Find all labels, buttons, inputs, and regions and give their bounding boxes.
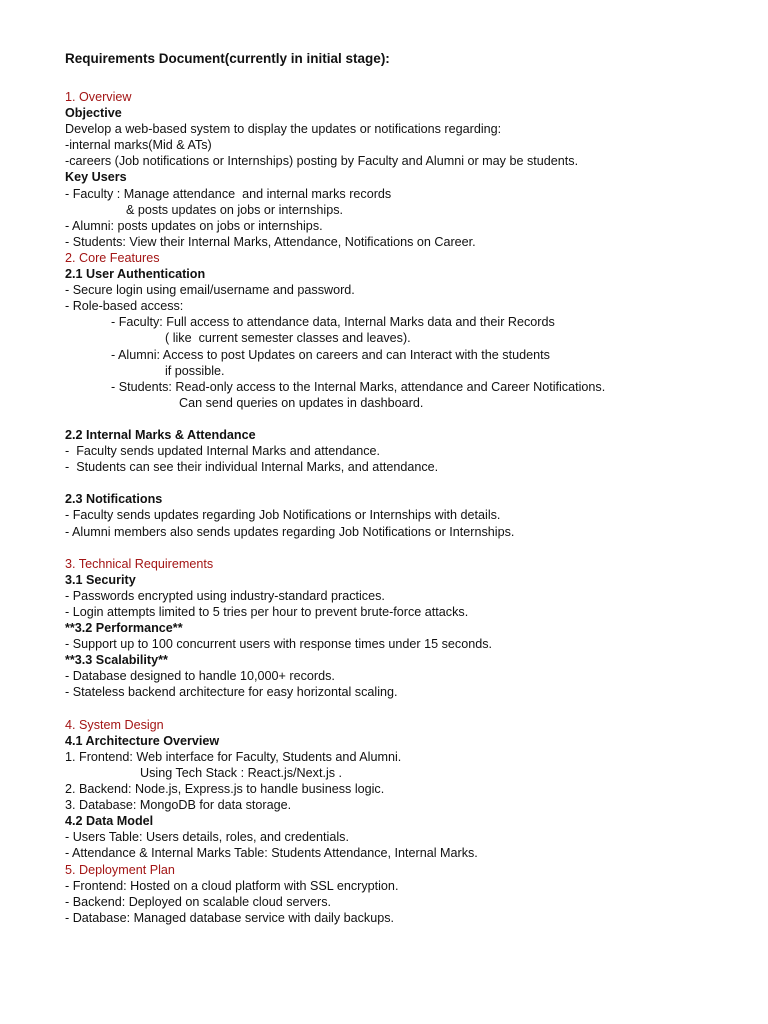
section-heading-overview: 1. Overview [65, 90, 132, 104]
auth-line: - Students: Read-only access to the Internal Marks, attendance and Career Notifications. [111, 379, 606, 394]
key-users-line: & posts updates on jobs or internships. [126, 202, 344, 217]
deployment-line: - Backend: Deployed on scalable cloud servers. [65, 894, 332, 909]
spacer [65, 475, 755, 491]
key-users-line: - Students: View their Internal Marks, Attendance, Notifications on Career. [65, 234, 476, 249]
subheading-architecture: 4.1 Architecture Overview [65, 733, 220, 748]
architecture-line: 2. Backend: Node.js, Express.js to handle business logic. [65, 782, 385, 797]
spacer [65, 540, 755, 556]
subheading-data-model: 4.2 Data Model [65, 814, 154, 829]
architecture-line: Using Tech Stack : React.js/Next.js . [140, 765, 343, 780]
subheading-performance: **3.2 Performance** [65, 621, 183, 636]
deployment-line: - Database: Managed database service with daily backups. [65, 910, 395, 925]
section-heading-system-design: 4. System Design [65, 717, 164, 732]
notifications-line: - Alumni members also sends updates regarding Job Notifications or Internships. [65, 524, 515, 539]
architecture-line: 3. Database: MongoDB for data storage. [65, 798, 292, 813]
notifications-line: - Faculty sends updates regarding Job Notifications or Internships with details. [65, 508, 501, 523]
key-users-line: - Faculty : Manage attendance and internal marks records [65, 186, 392, 201]
section-heading-technical: 3. Technical Requirements [65, 556, 214, 571]
subheading-objective: Objective [65, 106, 122, 121]
architecture-line: 1. Frontend: Web interface for Faculty, Students and Alumni. [65, 749, 402, 764]
data-model-line: - Users Table: Users details, roles, and credentials. [65, 830, 349, 845]
document-body [65, 89, 755, 926]
security-line: - Passwords encrypted using industry-standard practices. [65, 588, 385, 603]
subheading-notifications: 2.3 Notifications [65, 492, 163, 507]
document-title: Requirements Document(currently in initial stage): [65, 51, 390, 66]
scalability-line: - Database designed to handle 10,000+ records. [65, 669, 335, 684]
objective-line: -careers (Job notifications or Internships) posting by Faculty and Alumni or may be students. [65, 154, 579, 169]
marks-line: - Faculty sends updated Internal Marks and attendance. [65, 444, 381, 459]
subheading-security: 3.1 Security [65, 572, 136, 587]
auth-line: - Role-based access: [65, 299, 184, 314]
subheading-internal-marks: 2.2 Internal Marks & Attendance [65, 427, 256, 442]
key-users-line: - Alumni: posts updates on jobs or internships. [65, 218, 323, 233]
section-heading-core-features: 2. Core Features [65, 250, 160, 265]
auth-line: - Secure login using email/username and password. [65, 283, 355, 298]
auth-line: - Faculty: Full access to attendance data, Internal Marks data and their Records [111, 315, 555, 330]
auth-line: if possible. [165, 363, 225, 378]
objective-line: Develop a web-based system to display the updates or notifications regarding: [65, 122, 502, 137]
auth-line: Can send queries on updates in dashboard. [179, 395, 424, 410]
spacer [65, 411, 755, 427]
section-heading-deployment: 5. Deployment Plan [65, 862, 175, 877]
scalability-line: - Stateless backend architecture for easy horizontal scaling. [65, 685, 398, 700]
subheading-scalability: **3.3 Scalability** [65, 653, 168, 668]
spacer [65, 701, 755, 717]
subheading-key-users: Key Users [65, 170, 127, 185]
data-model-line: - Attendance & Internal Marks Table: Students Attendance, Internal Marks. [65, 846, 478, 861]
deployment-line: - Frontend: Hosted on a cloud platform with SSL encryption. [65, 878, 399, 893]
auth-line: ( like current semester classes and leaves). [165, 331, 411, 346]
objective-line: -internal marks(Mid & ATs) [65, 138, 212, 153]
security-line: - Login attempts limited to 5 tries per hour to prevent brute-force attacks. [65, 605, 469, 619]
marks-line: - Students can see their individual Internal Marks, and attendance. [65, 460, 439, 475]
auth-line: - Alumni: Access to post Updates on careers and can Interact with the students [111, 347, 550, 362]
performance-line: - Support up to 100 concurrent users with response times under 15 seconds. [65, 637, 493, 652]
subheading-user-authentication: 2.1 User Authentication [65, 267, 206, 282]
